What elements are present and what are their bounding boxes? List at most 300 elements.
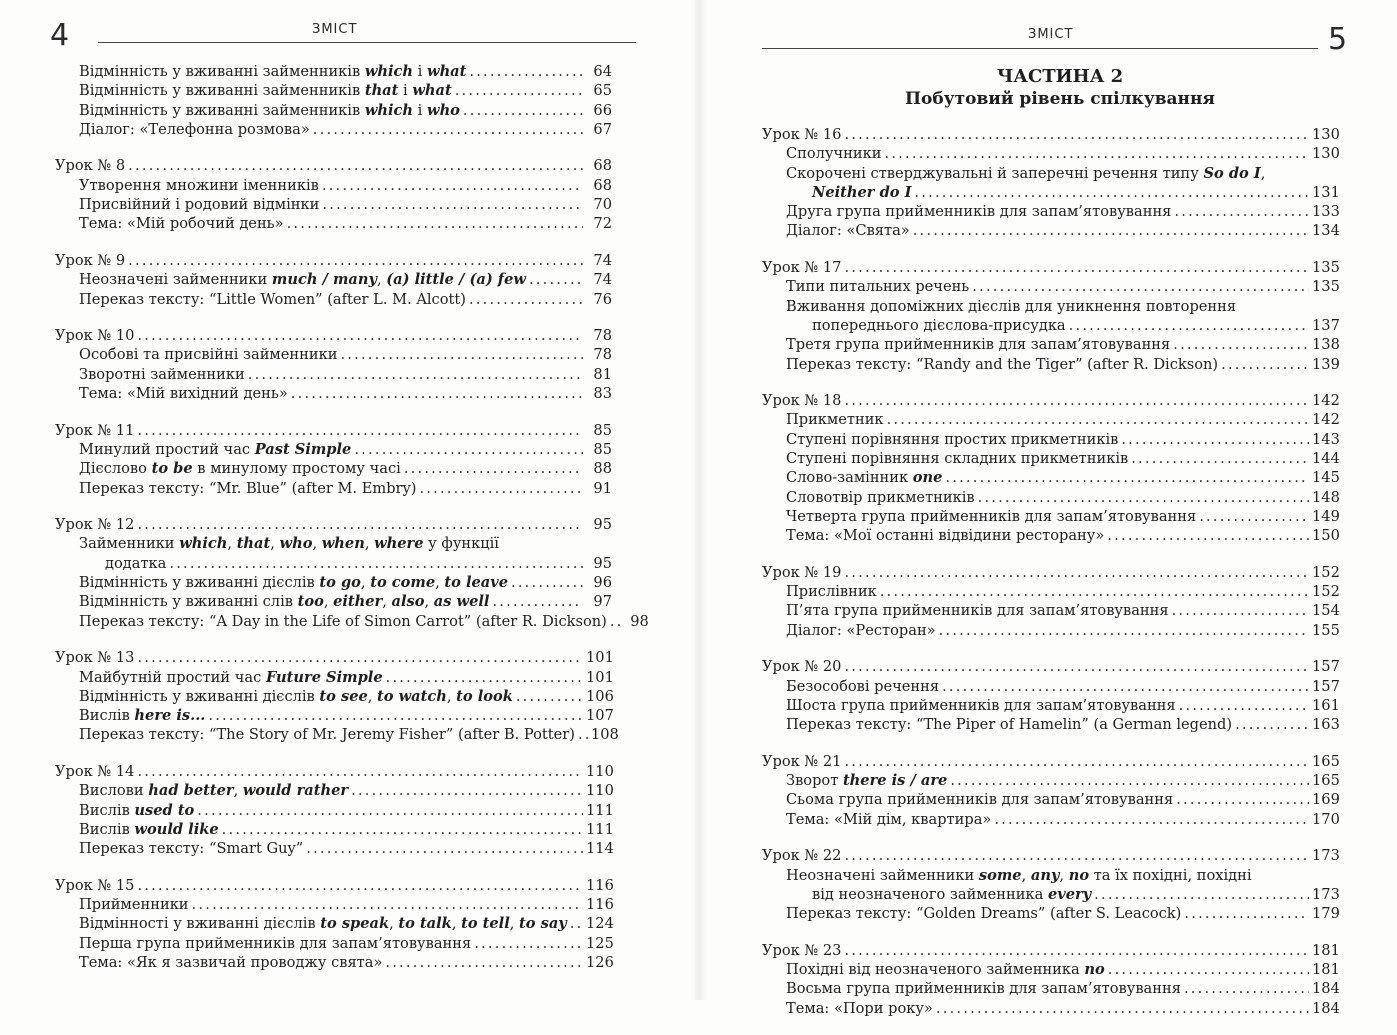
- page-ref: 95: [593, 554, 612, 572]
- page-ref: 157: [1312, 677, 1340, 695]
- page-ref: 157: [1312, 658, 1340, 676]
- entry-text: Майбутній простий час Future Simple: [79, 668, 383, 686]
- entry-text: Скорочені стверджувальні й заперечні речення типу So do I,: [786, 164, 1266, 182]
- entry-text: Тема: «Мій вихідний день»: [79, 385, 288, 403]
- dot-leader: [455, 81, 583, 100]
- entry-text: Перша група прийменників для запам’ятовування: [79, 934, 472, 952]
- entry-text: Діалог: «Свята»: [786, 222, 910, 240]
- lesson-block: [762, 752, 1338, 829]
- entry-text: Переказ тексту: “Mr. Blue” (after M. Embry): [79, 479, 417, 497]
- dot-leader: [137, 762, 583, 781]
- entry-text: Урок № 12: [55, 516, 135, 534]
- page-ref: 96: [593, 574, 612, 592]
- entry-text: Урок № 19: [762, 563, 842, 581]
- dot-leader: [994, 810, 1309, 829]
- dot-leader: [578, 725, 588, 744]
- toc-entry: [762, 144, 1338, 163]
- dot-leader: [1176, 790, 1309, 809]
- entry-text: Типи питальних речень: [786, 278, 970, 296]
- dot-leader: [419, 479, 583, 498]
- toc-entry: [762, 277, 1338, 296]
- lesson-heading: [55, 156, 612, 175]
- dot-leader: [844, 846, 1309, 865]
- page-ref: 74: [593, 251, 612, 269]
- page-ref: 137: [1312, 316, 1340, 334]
- dot-leader: [972, 277, 1309, 296]
- page-ref: 173: [1312, 847, 1340, 865]
- toc-entry: [55, 953, 612, 972]
- toc-entry: [762, 885, 1338, 904]
- lesson-heading: [55, 421, 612, 440]
- entry-text: Урок № 17: [762, 259, 842, 277]
- entry-text: Діалог: «Ресторан»: [786, 621, 936, 639]
- toc-entry: [55, 195, 612, 214]
- dot-leader: [844, 125, 1309, 144]
- page-ref: 98: [630, 612, 649, 630]
- toc-entry: [55, 573, 612, 592]
- dot-leader: [1199, 507, 1309, 526]
- page-ref: 169: [1312, 791, 1340, 809]
- page-ref: 165: [1312, 772, 1340, 790]
- toc-entry: [55, 101, 612, 120]
- page-ref: 81: [593, 365, 612, 383]
- page-number: 5: [1328, 22, 1348, 57]
- entry-text: Ступені порівняння складних прикметників: [786, 450, 1129, 468]
- page-ref: 148: [1312, 488, 1340, 506]
- lesson-block: [762, 258, 1338, 374]
- entry-text: Урок № 22: [762, 847, 842, 865]
- toc-entry: [762, 221, 1338, 240]
- dot-leader: [128, 156, 583, 175]
- dot-leader: [287, 214, 583, 233]
- lesson-block: [55, 762, 612, 858]
- dot-leader: [939, 621, 1309, 640]
- page-ref: 68: [593, 176, 612, 194]
- page-ref: 135: [1312, 278, 1340, 296]
- entry-text: Вислів would like: [79, 820, 219, 838]
- entry-text: Відмінності у вживанні дієслів to speak, to talk, to tell, to say: [79, 915, 567, 933]
- page-ref: 78: [593, 327, 612, 345]
- toc-entry: [762, 410, 1338, 429]
- entry-text: попереднього дієслова-присудка: [812, 316, 1066, 334]
- dot-leader: [511, 573, 583, 592]
- lesson-heading: [762, 752, 1338, 771]
- entry-text: Дієслово to be в минулому простому часі: [79, 460, 401, 478]
- toc-entry: [762, 771, 1338, 790]
- entry-text: Сьома група прийменників для запам’ятовування: [786, 791, 1174, 809]
- entry-text: Урок № 20: [762, 658, 842, 676]
- toc-entry: [762, 601, 1338, 620]
- toc-entry: [55, 914, 612, 933]
- entry-text: Відмінність у вживанні займенників which і who: [79, 101, 460, 119]
- page-ref: 173: [1312, 885, 1340, 903]
- header-rule: [98, 42, 636, 43]
- page-ref: 114: [586, 840, 614, 858]
- page-ref: 72: [593, 215, 612, 233]
- part-heading: [810, 66, 1310, 110]
- dot-leader: [945, 468, 1309, 487]
- entry-text: Восьма група прийменників для запам’ятовування: [786, 980, 1181, 998]
- lesson-block: [762, 657, 1338, 734]
- page-ref: 154: [1312, 602, 1340, 620]
- dot-leader: [529, 270, 583, 289]
- toc-entry: [762, 960, 1338, 979]
- dot-leader: [570, 914, 583, 933]
- entry-text: Четверта група прийменників для запам’ятовування: [786, 507, 1197, 525]
- page-ref: 67: [593, 120, 612, 138]
- page-ref: 130: [1312, 145, 1340, 163]
- page-ref: 65: [593, 82, 612, 100]
- toc-entry: [762, 488, 1338, 507]
- entry-text: Neither do I: [812, 183, 912, 201]
- running-head: ЗМІСТ: [1028, 27, 1074, 42]
- page-number: 4: [50, 18, 70, 53]
- page-ref: 134: [1312, 222, 1340, 240]
- lesson-heading: [762, 846, 1338, 865]
- dot-leader: [340, 345, 583, 364]
- page-ref: 145: [1312, 469, 1340, 487]
- page-ref: 111: [586, 801, 614, 819]
- toc-entry: [55, 479, 612, 498]
- toc-entry: [762, 904, 1338, 923]
- page-ref: 133: [1312, 203, 1340, 221]
- lesson-heading: [55, 326, 612, 345]
- dot-leader: [354, 440, 583, 459]
- page-ref: 110: [586, 782, 614, 800]
- lesson-block: [55, 515, 649, 631]
- dot-leader: [322, 195, 583, 214]
- dot-leader: [978, 488, 1309, 507]
- toc-entry: [55, 440, 612, 459]
- dot-leader: [914, 183, 1309, 202]
- dot-leader: [351, 781, 583, 800]
- lesson-block: [55, 156, 612, 233]
- header-rule: [762, 48, 1318, 49]
- toc-entry: [55, 459, 612, 478]
- entry-text: Сполучники: [786, 145, 882, 163]
- toc-entry: [55, 62, 612, 81]
- entry-text: Неозначені займенники much / many, (a) little / (a) few: [79, 271, 526, 289]
- dot-leader: [386, 668, 583, 687]
- dot-leader: [291, 384, 583, 403]
- page-ref: 142: [1312, 411, 1340, 429]
- running-head: ЗМІСТ: [312, 22, 358, 37]
- entry-text: Минулий простий час Past Simple: [79, 440, 352, 458]
- dot-leader: [913, 221, 1309, 240]
- toc-entry: [55, 345, 612, 364]
- table-of-contents: [55, 62, 649, 990]
- entry-text: Вживання допоміжних дієслів для уникнення повторення: [786, 297, 1237, 315]
- page-ref: 142: [1312, 392, 1340, 410]
- page-ref: 107: [586, 707, 614, 725]
- lesson-heading: [762, 391, 1338, 410]
- dot-leader: [385, 953, 583, 972]
- page-ref: 152: [1312, 583, 1340, 601]
- toc-entry: [55, 214, 612, 233]
- entry-text: додатка: [105, 554, 167, 572]
- toc-entry: [762, 677, 1338, 696]
- toc-entry: [762, 468, 1338, 487]
- page-ref: 139: [1312, 355, 1340, 373]
- page-ref: 106: [586, 687, 614, 705]
- dot-leader: [844, 657, 1309, 676]
- dot-leader: [887, 410, 1309, 429]
- lesson-heading: [55, 876, 612, 895]
- entry-text: Зворотні займенники: [79, 365, 245, 383]
- lesson-block: [55, 62, 612, 139]
- entry-text: Вислів used to: [79, 801, 195, 819]
- dot-leader: [844, 258, 1309, 277]
- page-ref: 97: [593, 593, 612, 611]
- toc-entry: [762, 790, 1338, 809]
- dot-leader: [1184, 979, 1309, 998]
- page-ref: 149: [1312, 507, 1340, 525]
- dot-leader: [404, 459, 583, 478]
- dot-leader: [469, 290, 583, 309]
- lesson-heading: [55, 251, 612, 270]
- entry-text: Утворення множини іменників: [79, 176, 319, 194]
- page-ref: 131: [1312, 183, 1340, 201]
- entry-text: Тема: «Мої останні відвідини ресторану»: [786, 527, 1105, 545]
- page-ref: 138: [1312, 336, 1340, 354]
- page-ref: 68: [593, 157, 612, 175]
- page-ref: 181: [1312, 941, 1340, 959]
- entry-text: Урок № 14: [55, 762, 135, 780]
- toc-entry: [762, 449, 1338, 468]
- entry-text: Тема: «Мій робочий день»: [79, 215, 284, 233]
- right-page: [700, 0, 1397, 1017]
- toc-entry: [762, 621, 1338, 640]
- entry-text: Переказ тексту: “The Story of Mr. Jeremy Fisher” (after B. Potter): [79, 726, 575, 744]
- page-ref: 161: [1312, 696, 1340, 714]
- entry-text: Ступені порівняння простих прикметників: [786, 430, 1119, 448]
- entry-text: Відмінність у вживанні слів too, either, also, as well: [79, 593, 490, 611]
- dot-leader: [1179, 696, 1309, 715]
- lesson-block: [55, 251, 612, 309]
- toc-entry: [55, 612, 649, 631]
- toc-entry: [762, 696, 1338, 715]
- page-ref: 70: [593, 196, 612, 214]
- page-ref: 64: [593, 63, 612, 80]
- toc-entry: [55, 384, 612, 403]
- page-ref: 116: [586, 896, 614, 914]
- toc-entry: [762, 297, 1338, 316]
- toc-entry: [55, 839, 612, 858]
- entry-text: Урок № 9: [55, 251, 126, 269]
- entry-text: Переказ тексту: “Smart Guy”: [79, 840, 304, 858]
- dot-leader: [1172, 601, 1309, 620]
- entry-text: Безособові речення: [786, 677, 940, 695]
- part-subtitle: Побутовий рівень спілкування: [905, 89, 1215, 109]
- page-ref: 184: [1312, 999, 1340, 1017]
- page-ref: 101: [586, 649, 614, 667]
- toc-entry: [762, 202, 1338, 221]
- page-ref: 78: [593, 346, 612, 364]
- entry-text: Урок № 10: [55, 327, 135, 345]
- lesson-heading: [762, 258, 1338, 277]
- entry-text: Урок № 18: [762, 392, 842, 410]
- entry-text: Вислів here is...: [79, 707, 206, 725]
- dot-leader: [322, 176, 583, 195]
- dot-leader: [306, 839, 583, 858]
- part-title: ЧАСТИНА 2: [996, 66, 1124, 87]
- entry-text: Переказ тексту: “A Day in the Life of Simon Carrot” (after R. Dickson): [79, 612, 607, 630]
- left-page: [0, 0, 700, 1000]
- entry-text: Займенники which, that, who, when, where у функції: [79, 535, 499, 553]
- dot-leader: [128, 251, 583, 270]
- toc-entry: [762, 164, 1338, 183]
- lesson-heading: [55, 515, 612, 534]
- toc-entry: [762, 979, 1338, 998]
- page-ref: 150: [1312, 527, 1340, 545]
- dot-leader: [1235, 715, 1309, 734]
- toc-entry: [55, 120, 612, 139]
- entry-text: Відмінність у вживанні займенників that і what: [79, 82, 452, 100]
- toc-entry: [762, 507, 1338, 526]
- dot-leader: [197, 801, 583, 820]
- page-ref: 76: [593, 290, 612, 308]
- toc-entry: [55, 534, 612, 553]
- entry-text: Зворот there is / are: [786, 772, 948, 790]
- entry-text: Переказ тексту: “The Piper of Hamelin” (a German legend): [786, 716, 1233, 734]
- entry-text: Тема: «Пори року»: [786, 999, 933, 1017]
- toc-entry: [55, 81, 612, 100]
- toc-entry: [762, 866, 1338, 885]
- page-ref: 83: [593, 385, 612, 403]
- page-ref: 135: [1312, 259, 1340, 277]
- entry-text: Урок № 15: [55, 876, 135, 894]
- entry-text: Відмінність у вживанні дієслів to go, to come, to leave: [79, 574, 508, 592]
- toc-entry: [55, 554, 612, 573]
- dot-leader: [1173, 335, 1309, 354]
- dot-leader: [844, 941, 1309, 960]
- toc-entry: [55, 176, 612, 195]
- entry-text: Переказ тексту: “Little Women” (after L. M. Alcott): [79, 290, 466, 308]
- entry-text: Урок № 23: [762, 941, 842, 959]
- dot-leader: [1174, 202, 1309, 221]
- toc-entry: [762, 430, 1338, 449]
- dot-leader: [844, 563, 1309, 582]
- toc-entry: [762, 810, 1338, 829]
- entry-text: Шоста група прийменників для запам’ятовування: [786, 696, 1176, 714]
- toc-entry: [55, 592, 612, 611]
- entry-text: Словотвір прикметників: [786, 488, 975, 506]
- toc-entry: [55, 687, 612, 706]
- toc-entry: [762, 715, 1338, 734]
- entry-text: Прийменники: [79, 896, 189, 914]
- lesson-heading: [762, 563, 1338, 582]
- entry-text: Урок № 16: [762, 126, 842, 143]
- dot-leader: [222, 820, 583, 839]
- entry-text: Відмінність у вживанні займенників which і what: [79, 63, 467, 80]
- dot-leader: [1108, 960, 1309, 979]
- lesson-heading: [55, 648, 612, 667]
- toc-entry: [55, 725, 619, 744]
- page-ref: 155: [1312, 621, 1340, 639]
- entry-text: Друга група прийменників для запам’ятовування: [786, 203, 1172, 221]
- page-ref: 110: [586, 762, 614, 780]
- toc-entry: [762, 355, 1338, 374]
- lesson-block: [762, 846, 1338, 923]
- lesson-heading: [762, 125, 1338, 144]
- page-ref: 116: [586, 876, 614, 894]
- entry-text: Прислівник: [786, 583, 877, 601]
- dot-leader: [137, 421, 583, 440]
- page-ref: 179: [1312, 905, 1340, 923]
- toc-entry: [762, 526, 1338, 545]
- dot-leader: [192, 895, 583, 914]
- toc-entry: [55, 820, 612, 839]
- page-ref: 91: [593, 479, 612, 497]
- page-ref: 126: [586, 953, 614, 971]
- lesson-block: [762, 563, 1338, 640]
- entry-text: Відмінність у вживанні дієслів to see, to watch, to look: [79, 687, 513, 705]
- entry-text: Урок № 8: [55, 157, 126, 175]
- dot-leader: [1107, 526, 1309, 545]
- toc-entry: [762, 316, 1338, 335]
- toc-entry: [55, 895, 612, 914]
- toc-entry: [762, 183, 1338, 202]
- toc-entry: [55, 365, 612, 384]
- toc-entry: [55, 290, 612, 309]
- toc-entry: [55, 668, 612, 687]
- entry-text: Третя група прийменників для запам’ятовування: [786, 336, 1171, 354]
- lesson-block: [762, 125, 1338, 241]
- dot-leader: [137, 876, 583, 895]
- table-of-contents: [762, 125, 1338, 1035]
- dot-leader: [936, 999, 1309, 1018]
- entry-text: Особові та присвійні займенники: [79, 346, 338, 364]
- page-ref: 165: [1312, 752, 1340, 770]
- dot-leader: [1094, 885, 1309, 904]
- toc-entry: [55, 934, 612, 953]
- page-ref: 125: [586, 934, 614, 952]
- toc-entry: [762, 582, 1338, 601]
- entry-text: Діалог: «Телефонна розмова»: [79, 120, 310, 138]
- dot-leader: [463, 101, 583, 120]
- page-ref: 144: [1312, 450, 1340, 468]
- toc-entry: [55, 781, 612, 800]
- entry-text: Неозначені займенники some, any, no та їх похідні, похідні: [786, 866, 1252, 884]
- lesson-block: [55, 326, 612, 403]
- dot-leader: [492, 592, 583, 611]
- lesson-block: [55, 876, 612, 972]
- entry-text: Урок № 13: [55, 649, 135, 667]
- lesson-heading: [762, 657, 1338, 676]
- dot-leader: [208, 706, 583, 725]
- toc-entry: [55, 270, 612, 289]
- dot-leader: [1184, 904, 1309, 923]
- entry-text: Переказ тексту: “Golden Dreams” (after S. Leacock): [786, 905, 1182, 923]
- toc-entry: [55, 801, 612, 820]
- entry-text: П’ята група прийменників для запам’ятовування: [786, 602, 1169, 620]
- entry-text: Урок № 11: [55, 421, 135, 439]
- dot-leader: [610, 612, 620, 631]
- page-ref: 163: [1312, 716, 1340, 734]
- page-ref: 143: [1312, 430, 1340, 448]
- page-ref: 152: [1312, 563, 1340, 581]
- dot-leader: [474, 934, 583, 953]
- page-ref: 181: [1312, 961, 1340, 979]
- page-ref: 130: [1312, 126, 1340, 143]
- entry-text: Тема: «Як я зазвичай проводжу свята»: [79, 953, 383, 971]
- lesson-block: [762, 941, 1338, 1018]
- dot-leader: [844, 391, 1309, 410]
- entry-text: Вислови had better, would rather: [79, 782, 349, 800]
- dot-leader: [885, 144, 1310, 163]
- entry-text: Переказ тексту: “Randy and the Tiger” (after R. Dickson): [786, 355, 1219, 373]
- entry-text: Прикметник: [786, 411, 884, 429]
